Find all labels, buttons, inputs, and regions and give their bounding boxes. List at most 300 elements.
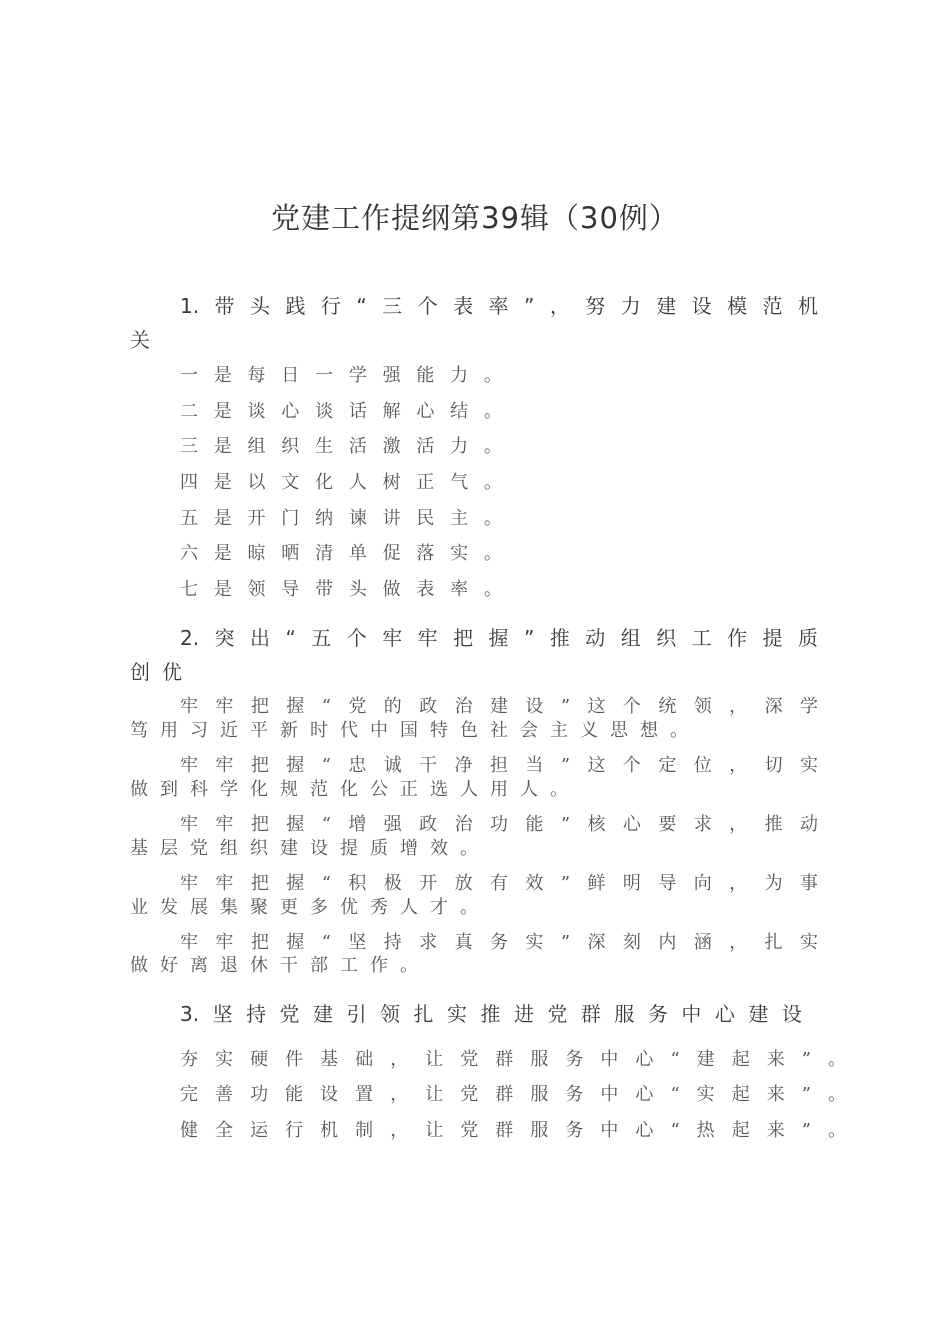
text-char: 牢 <box>180 873 198 894</box>
text-char: 务 <box>490 932 508 953</box>
text-char: 集 <box>220 897 238 918</box>
text-char: 运 <box>250 1120 269 1141</box>
text-char: 握 <box>488 626 509 650</box>
text-char: 心 <box>635 1120 654 1141</box>
text-char: 践 <box>285 294 306 318</box>
text-char: 服 <box>530 1120 549 1141</box>
text-char: 纳 <box>315 508 334 529</box>
text-char: 人 <box>520 779 538 800</box>
text-char: 硬 <box>250 1049 269 1070</box>
text-char: 。 <box>483 401 502 422</box>
text-char: 群 <box>580 1002 601 1026</box>
text-char: 这 <box>587 755 606 776</box>
text-char: 心 <box>416 401 435 422</box>
text-char: 带 <box>315 579 334 600</box>
text-char: 中 <box>681 1002 702 1026</box>
text-char: 积 <box>348 873 367 894</box>
text-char: 起 <box>731 1120 750 1141</box>
text-char: 干 <box>419 755 438 776</box>
text-char: 社 <box>490 720 508 741</box>
text-char: 功 <box>250 1084 269 1105</box>
text-char: 个 <box>622 755 641 776</box>
text-char: 置 <box>355 1084 374 1105</box>
text-char: 是 <box>213 579 232 600</box>
text-char: “ <box>321 814 331 835</box>
section-1-heading-line-2: 关 <box>130 328 150 352</box>
text-char: 效 <box>525 873 544 894</box>
text-char: 持 <box>246 1002 267 1026</box>
text-char: 创 <box>130 660 150 684</box>
text-char: 日 <box>281 365 300 386</box>
text-char: 心 <box>622 814 641 835</box>
text-char: 聚 <box>250 897 268 918</box>
text-char: 建 <box>490 696 508 717</box>
text-char: 作 <box>727 626 748 650</box>
text-char: 努 <box>585 294 606 318</box>
text-char: 作 <box>370 955 388 976</box>
text-char: 个 <box>346 626 367 650</box>
text-char: 气 <box>450 472 469 493</box>
text-char: 心 <box>635 1084 654 1105</box>
text-char: 率 <box>488 294 509 318</box>
text-char: 提 <box>340 838 358 859</box>
text-char: 想 <box>640 720 658 741</box>
text-char: 心 <box>635 1049 654 1070</box>
text-char: ” <box>801 1084 811 1105</box>
text-char: 把 <box>250 814 269 835</box>
text-char: 把 <box>250 755 269 776</box>
text-char: 建 <box>656 294 677 318</box>
section-2-paragraph-line-1 <box>180 692 818 718</box>
text-char: 优 <box>340 897 358 918</box>
text-char: 活 <box>416 436 435 457</box>
text-char: 建 <box>313 1002 334 1026</box>
text-char: 来 <box>766 1049 785 1070</box>
text-char: 机 <box>320 1120 339 1141</box>
text-char: 来 <box>766 1084 785 1105</box>
text-char: 刻 <box>622 932 641 953</box>
text-char: 六 <box>180 543 198 564</box>
text-char: 让 <box>425 1049 444 1070</box>
text-char: 内 <box>658 932 677 953</box>
section-2-paragraph-line-1 <box>180 751 818 777</box>
text-char: 有 <box>490 873 508 894</box>
text-char: ， <box>729 932 748 953</box>
text-char: 功 <box>490 814 508 835</box>
text-char: 范 <box>762 294 783 318</box>
text-char: 二 <box>180 401 198 422</box>
text-char: 。 <box>670 720 688 741</box>
text-char: 。 <box>828 1084 846 1105</box>
section-3-item <box>180 1080 846 1106</box>
text-char: 落 <box>416 543 435 564</box>
text-char: 实 <box>800 755 818 776</box>
text-char: 真 <box>454 932 473 953</box>
text-char: 时 <box>310 720 328 741</box>
text-char: 是 <box>213 543 232 564</box>
text-char: 开 <box>419 873 438 894</box>
text-char: 坚 <box>212 1002 233 1026</box>
section-1-heading-line-1 <box>180 290 818 319</box>
text-char: 。 <box>483 472 502 493</box>
text-char: 中 <box>600 1049 619 1070</box>
text-char: 把 <box>250 932 269 953</box>
text-char: 是 <box>213 436 232 457</box>
text-char: 习 <box>190 720 208 741</box>
text-char: 服 <box>530 1049 549 1070</box>
text-char: 优 <box>162 660 182 684</box>
text-char: 持 <box>383 932 402 953</box>
text-char: ” <box>801 1120 811 1141</box>
text-char: 三 <box>382 294 403 318</box>
text-char: 主 <box>450 508 469 529</box>
text-char: 健 <box>180 1120 198 1141</box>
text-char: 增 <box>348 814 367 835</box>
text-char: 2. <box>180 626 200 650</box>
section-2-paragraph-line-2 <box>130 893 490 919</box>
text-char: 树 <box>382 472 401 493</box>
text-char: 要 <box>658 814 677 835</box>
text-char: 国 <box>400 720 418 741</box>
section-2-paragraph-line-2 <box>130 951 430 977</box>
text-char: 实 <box>800 932 818 953</box>
text-char: 是 <box>213 401 232 422</box>
text-char: 牢 <box>215 696 234 717</box>
section-2-heading-line-1 <box>180 622 818 651</box>
text-char: 表 <box>416 579 435 600</box>
text-char: 。 <box>483 579 502 600</box>
text-char: 化 <box>250 779 268 800</box>
text-char: 质 <box>370 838 388 859</box>
text-char: 五 <box>180 508 198 529</box>
text-char: 位 <box>693 755 712 776</box>
text-char: 起 <box>731 1049 750 1070</box>
text-char: 能 <box>285 1084 304 1105</box>
text-char: 带 <box>214 294 235 318</box>
text-char: 设 <box>525 696 544 717</box>
text-char: 务 <box>565 1120 584 1141</box>
text-char: 政 <box>419 814 438 835</box>
text-char: 文 <box>281 472 300 493</box>
text-char: 导 <box>658 873 677 894</box>
text-char: 多 <box>310 897 328 918</box>
text-char: 组 <box>620 626 641 650</box>
text-char: 深 <box>764 696 783 717</box>
text-char: 治 <box>454 696 473 717</box>
text-char: 设 <box>691 294 712 318</box>
text-char: 基 <box>320 1049 339 1070</box>
text-char: 。 <box>460 897 478 918</box>
text-char: 是 <box>213 472 232 493</box>
text-char: ， <box>729 873 748 894</box>
text-char: 开 <box>247 508 266 529</box>
text-char: 夯 <box>180 1049 198 1070</box>
text-char: 心 <box>714 1002 735 1026</box>
text-char: 谈 <box>315 401 334 422</box>
text-char: 握 <box>286 814 305 835</box>
text-char: 化 <box>315 472 334 493</box>
text-char: 活 <box>348 436 367 457</box>
text-char: 人 <box>400 897 418 918</box>
text-char: 。 <box>483 508 502 529</box>
text-char: 把 <box>250 696 269 717</box>
text-char: 五 <box>311 626 332 650</box>
text-char: 建 <box>280 838 298 859</box>
section-2-paragraph-line-2 <box>130 834 490 860</box>
text-char: 设 <box>781 1002 802 1026</box>
text-char: ” <box>801 1049 811 1070</box>
text-char: 涵 <box>693 932 712 953</box>
text-char: 头 <box>250 294 270 318</box>
text-char: 党 <box>460 1084 479 1105</box>
text-char: 这 <box>587 696 606 717</box>
text-char: 秀 <box>370 897 388 918</box>
text-char: 业 <box>130 897 148 918</box>
text-char: 群 <box>495 1049 514 1070</box>
text-char: 中 <box>600 1084 619 1105</box>
text-char: 干 <box>280 955 298 976</box>
text-char: 握 <box>286 873 305 894</box>
text-char: 党 <box>547 1002 568 1026</box>
text-char: 3. <box>180 1002 200 1026</box>
text-char: 件 <box>285 1049 304 1070</box>
section-1-item <box>180 504 502 530</box>
text-char: 服 <box>530 1084 549 1105</box>
text-char: 化 <box>340 779 358 800</box>
text-char: 用 <box>490 779 508 800</box>
text-char: 中 <box>370 720 388 741</box>
text-char: 础 <box>355 1049 374 1070</box>
text-char: “ <box>321 873 331 894</box>
text-char: 人 <box>460 779 478 800</box>
text-char: 牢 <box>215 814 234 835</box>
text-char: “ <box>321 932 331 953</box>
text-char: 三 <box>180 436 198 457</box>
text-char: 牢 <box>180 755 198 776</box>
text-char: 求 <box>693 814 712 835</box>
text-char: 实 <box>696 1084 715 1105</box>
text-char: 党 <box>460 1120 479 1141</box>
text-char: 退 <box>220 955 238 976</box>
text-char: “ <box>670 1120 680 1141</box>
text-char: 晾 <box>247 543 266 564</box>
text-char: 。 <box>828 1049 846 1070</box>
text-char: 选 <box>430 779 448 800</box>
text-char: 提 <box>762 626 783 650</box>
text-char: 当 <box>525 755 544 776</box>
text-char: 质 <box>798 626 818 650</box>
section-2-paragraph-line-2 <box>130 716 700 742</box>
text-char: 心 <box>281 401 300 422</box>
text-char: 务 <box>647 1002 668 1026</box>
text-char: 实 <box>215 1049 234 1070</box>
text-char: 建 <box>696 1049 715 1070</box>
text-char: 休 <box>250 955 268 976</box>
text-char: 放 <box>454 873 473 894</box>
text-char: 建 <box>748 1002 769 1026</box>
text-char: 结 <box>450 401 469 422</box>
text-char: 谏 <box>348 508 367 529</box>
text-char: 牢 <box>215 755 234 776</box>
text-char: 更 <box>280 897 298 918</box>
text-char: 坚 <box>348 932 367 953</box>
text-char: 。 <box>828 1120 846 1141</box>
text-char: 推 <box>549 626 570 650</box>
text-char: 话 <box>348 401 367 422</box>
text-char: 发 <box>160 897 178 918</box>
text-char: 牢 <box>382 626 403 650</box>
text-char: 完 <box>180 1084 198 1105</box>
text-char: 用 <box>160 720 178 741</box>
text-char: 力 <box>450 436 469 457</box>
text-char: 一 <box>315 365 334 386</box>
text-char: 突 <box>214 626 235 650</box>
text-char: 民 <box>416 508 435 529</box>
text-char: 定 <box>658 755 677 776</box>
text-char: 让 <box>425 1120 444 1141</box>
text-char: 牢 <box>180 696 198 717</box>
text-char: 平 <box>250 720 268 741</box>
section-3-item <box>180 1116 846 1142</box>
text-char: 领 <box>380 1002 400 1026</box>
text-char: 全 <box>215 1120 234 1141</box>
text-char: 起 <box>731 1084 750 1105</box>
text-char: 特 <box>430 720 448 741</box>
text-char: ” <box>560 814 571 835</box>
text-char: 握 <box>286 696 305 717</box>
text-char: 扎 <box>413 1002 434 1026</box>
text-char: ” <box>560 696 571 717</box>
text-char: 导 <box>281 579 300 600</box>
text-char: 务 <box>565 1084 584 1105</box>
text-char: ， <box>729 755 748 776</box>
text-char: 设 <box>310 838 328 859</box>
text-char: ” <box>524 294 535 318</box>
text-char: 推 <box>764 814 783 835</box>
text-char: 能 <box>416 365 435 386</box>
text-char: 切 <box>764 755 783 776</box>
text-char: 个 <box>622 696 641 717</box>
text-char: 四 <box>180 472 198 493</box>
text-char: 基 <box>130 838 148 859</box>
text-char: 离 <box>190 955 208 976</box>
text-char: 实 <box>525 932 544 953</box>
text-char: 深 <box>587 932 606 953</box>
text-char: “ <box>321 755 331 776</box>
text-char: 强 <box>382 365 401 386</box>
text-char: 笃 <box>130 720 148 741</box>
text-char: 。 <box>550 779 568 800</box>
text-char: ， <box>729 814 748 835</box>
text-char: 清 <box>315 543 334 564</box>
text-char: ， <box>549 294 570 318</box>
text-char: 做 <box>382 579 401 600</box>
text-char: 学 <box>800 696 818 717</box>
text-char: 引 <box>346 1002 367 1026</box>
text-char: 牢 <box>180 932 198 953</box>
text-char: 热 <box>696 1120 715 1141</box>
text-char: 织 <box>250 838 268 859</box>
text-char: 公 <box>370 779 388 800</box>
text-char: “ <box>285 626 296 650</box>
text-char: 进 <box>513 1002 534 1026</box>
text-char: 牢 <box>417 626 438 650</box>
text-char: 增 <box>400 838 418 859</box>
text-char: 明 <box>622 873 641 894</box>
text-char: 单 <box>348 543 367 564</box>
text-char: 。 <box>483 365 502 386</box>
text-char: 牢 <box>180 814 198 835</box>
text-char: 扎 <box>764 932 783 953</box>
text-char: 握 <box>286 755 305 776</box>
text-char: 党 <box>348 696 367 717</box>
text-char: 制 <box>355 1120 374 1141</box>
text-char: 政 <box>419 696 438 717</box>
text-char: 正 <box>416 472 435 493</box>
text-char: ” <box>560 755 571 776</box>
text-char: 织 <box>281 436 300 457</box>
text-char: 门 <box>281 508 300 529</box>
text-char: 把 <box>250 873 269 894</box>
text-char: 牢 <box>215 932 234 953</box>
text-char: 新 <box>280 720 298 741</box>
section-1-item <box>180 432 502 458</box>
text-char: 每 <box>247 365 266 386</box>
text-char: 求 <box>419 932 438 953</box>
text-char: 以 <box>247 472 266 493</box>
text-char: “ <box>670 1084 680 1105</box>
text-char: 主 <box>550 720 568 741</box>
text-char: 党 <box>460 1049 479 1070</box>
section-3-heading <box>180 998 802 1027</box>
text-char: 是 <box>213 365 232 386</box>
section-1-item <box>180 575 502 601</box>
text-char: 组 <box>247 436 266 457</box>
text-char: 织 <box>656 626 677 650</box>
text-char: 效 <box>430 838 448 859</box>
text-char: 力 <box>450 365 469 386</box>
text-char: 会 <box>520 720 538 741</box>
text-char: 把 <box>453 626 474 650</box>
text-char: 学 <box>220 779 238 800</box>
text-char: 实 <box>446 1002 467 1026</box>
text-char: 才 <box>430 897 448 918</box>
text-char: 做 <box>130 779 148 800</box>
text-char: 领 <box>693 696 712 717</box>
text-char: 层 <box>160 838 178 859</box>
text-char: 动 <box>800 814 818 835</box>
text-char: 思 <box>610 720 628 741</box>
text-char: 做 <box>130 955 148 976</box>
text-char: 个 <box>417 294 438 318</box>
text-char: 牢 <box>215 873 234 894</box>
section-3-item <box>180 1045 846 1071</box>
text-char: 是 <box>213 508 232 529</box>
text-char: 工 <box>691 626 712 650</box>
text-char: ” <box>560 873 571 894</box>
text-char: 担 <box>490 755 508 776</box>
text-char: “ <box>670 1049 680 1070</box>
text-char: 核 <box>587 814 606 835</box>
text-char: 率 <box>450 579 469 600</box>
text-char: 中 <box>600 1120 619 1141</box>
text-char: 机 <box>798 294 818 318</box>
text-char: 握 <box>286 932 305 953</box>
text-char: 实 <box>450 543 469 564</box>
text-char: 模 <box>727 294 748 318</box>
text-char: 推 <box>480 1002 501 1026</box>
text-char: 强 <box>383 814 402 835</box>
